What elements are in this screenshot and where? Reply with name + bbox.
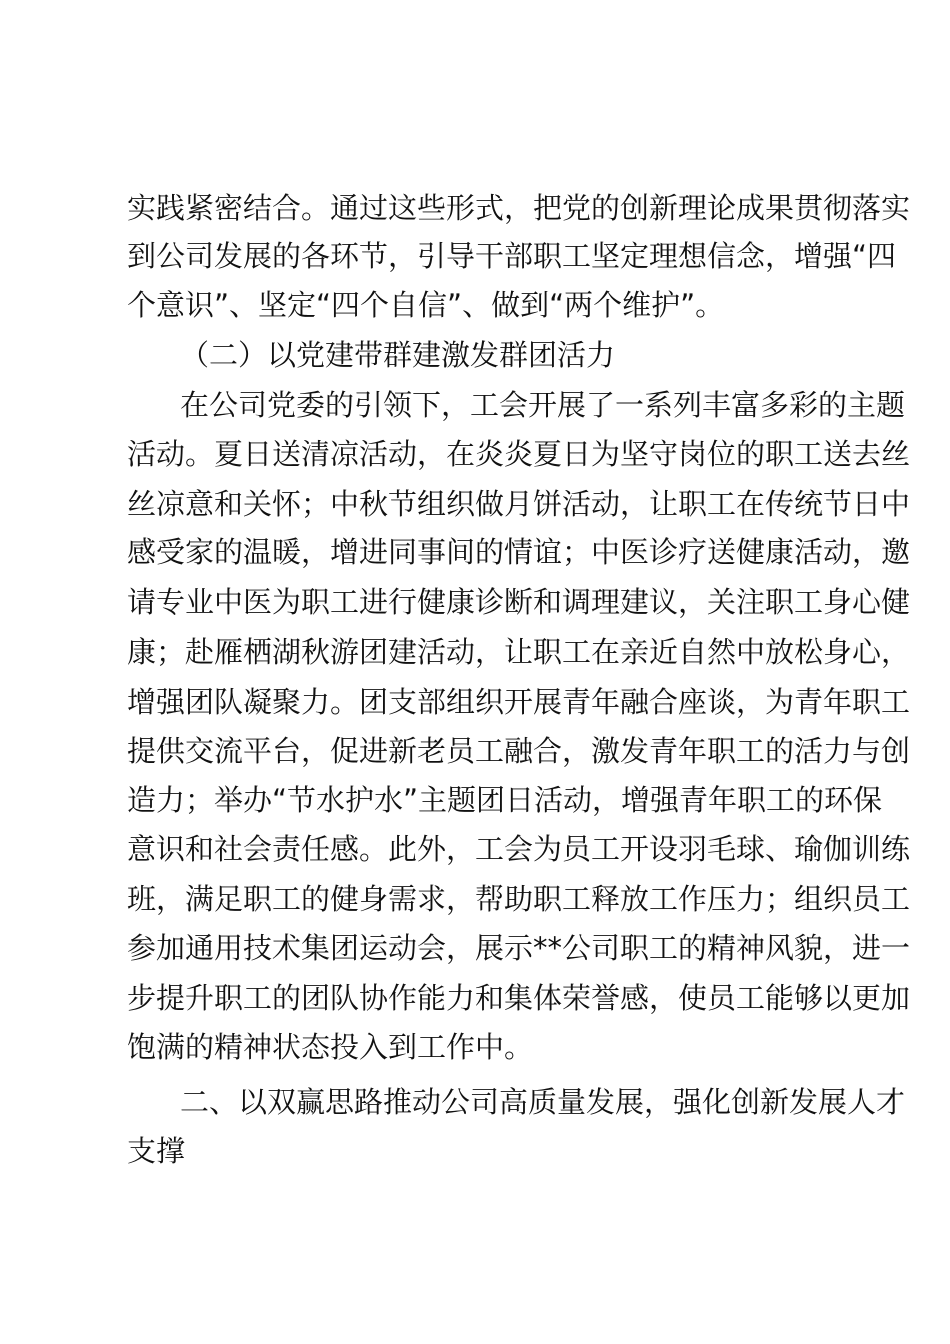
body-text-line: 造力；举办“节水护水”主题团日活动，增强青年职工的环保 [127,783,883,817]
body-text-line: 请专业中医为职工进行健康诊断和调理建议，关注职工身心健 [127,585,911,619]
body-text-line: 参加通用技术集团运动会，展示**公司职工的精神风貌，进一 [127,931,911,965]
section-heading: （二）以党建带群建激发群团活力 [180,338,616,372]
body-text-line: 在公司党委的引领下，工会开展了一系列丰富多彩的主题 [180,388,906,422]
body-text-line: 丝凉意和关怀；中秋节组织做月饼活动，让职工在传统节日中 [127,487,911,521]
body-text-line: 个意识”、坚定“四个自信”、做到“两个维护”。 [127,288,725,322]
body-text-line: 提供交流平台，促进新老员工融合，激发青年职工的活力与创 [127,734,911,768]
body-text-line: 到公司发展的各环节，引导干部职工坚定理想信念，增强“四 [127,239,897,273]
body-text-line: 康；赴雁栖湖秋游团建活动，让职工在亲近自然中放松身心， [127,635,911,669]
section-heading: 二、以双赢思路推动公司高质量发展，强化创新发展人才 [180,1085,906,1119]
body-text-line: 意识和社会责任感。此外，工会为员工开设羽毛球、瑜伽训练 [127,832,911,866]
section-heading-continued: 支撑 [127,1134,186,1168]
body-text-line: 实践紧密结合。通过这些形式，把党的创新理论成果贯彻落实 [127,191,911,225]
body-text-line: 感受家的温暖，增进同事间的情谊；中医诊疗送健康活动，邀 [127,535,911,569]
body-text-line: 步提升职工的团队协作能力和集体荣誉感，使员工能够以更加 [127,981,911,1015]
body-text-line: 增强团队凝聚力。团支部组织开展青年融合座谈，为青年职工 [127,685,911,719]
body-text-line: 活动。夏日送清凉活动，在炎炎夏日为坚守岗位的职工送去丝 [127,437,911,471]
body-text-line: 饱满的精神状态投入到工作中。 [127,1030,534,1064]
body-text-line: 班，满足职工的健身需求，帮助职工释放工作压力；组织员工 [127,882,911,916]
